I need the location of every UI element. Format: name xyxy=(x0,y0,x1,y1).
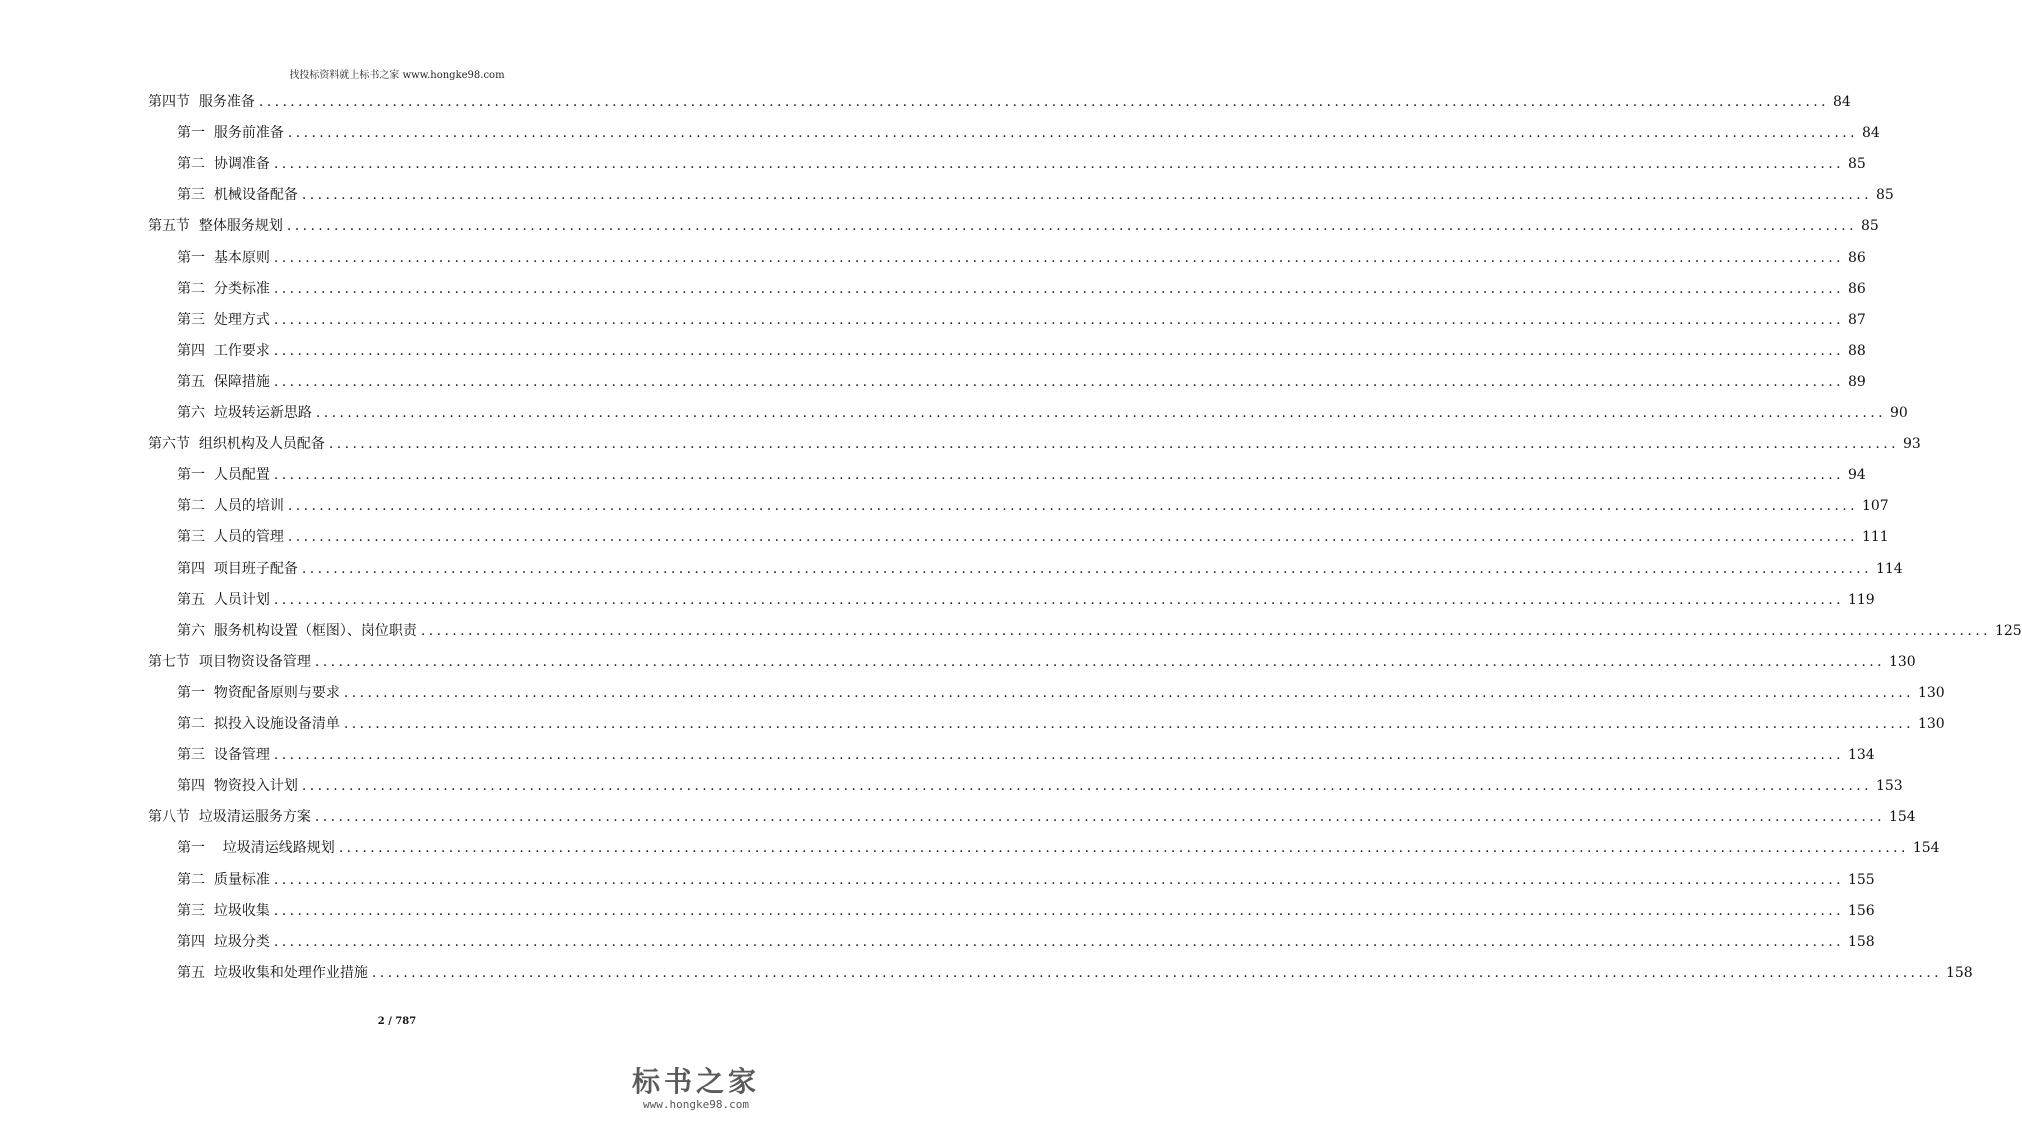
toc-dot-leader: ........................................................................................................................................................................................................ xyxy=(314,809,1885,826)
toc-subsection-entry[interactable] xyxy=(177,621,2022,641)
toc-subsection-entry[interactable] xyxy=(177,901,1875,921)
toc-entry-label: 第二 协调准备 xyxy=(177,156,270,173)
toc-entry-page-number: 90 xyxy=(1889,405,1908,421)
toc-entry-page-number: 156 xyxy=(1847,902,1875,919)
toc-entry-page-number: 158 xyxy=(1945,964,1973,981)
toc-dot-leader: ........................................................................................................................................................................................................ xyxy=(343,684,1914,701)
toc-dot-leader: ........................................................................................................................................................................................................ xyxy=(328,436,1899,453)
toc-dot-leader: ........................................................................................................................................................................................................ xyxy=(273,311,1844,328)
toc-dot-leader: ........................................................................................................................................................................................................ xyxy=(273,591,1844,608)
toc-subsection-entry[interactable] xyxy=(177,248,1866,268)
toc-dot-leader: ........................................................................................................................................................................................................ xyxy=(273,280,1844,297)
toc-dot-leader: ........................................................................................................................................................................................................ xyxy=(273,467,1844,484)
toc-dot-leader: ........................................................................................................................................................................................................ xyxy=(314,653,1885,670)
toc-subsection-entry[interactable] xyxy=(177,527,1889,547)
toc-subsection-entry[interactable] xyxy=(177,341,1866,361)
toc-subsection-entry[interactable] xyxy=(177,963,1973,983)
toc-subsection-entry[interactable] xyxy=(177,123,1880,143)
toc-entry-label: 第六 服务机构设置（框图）、岗位职责 xyxy=(177,622,417,639)
toc-entry-label: 第三 处理方式 xyxy=(177,311,270,328)
toc-subsection-entry[interactable] xyxy=(177,559,1903,579)
toc-subsection-entry[interactable] xyxy=(177,776,1903,796)
toc-subsection-entry[interactable] xyxy=(177,465,1866,485)
toc-entry-page-number: 86 xyxy=(1847,249,1866,266)
toc-entry-label: 第一 物资配备原则与要求 xyxy=(177,684,340,701)
toc-dot-leader: ........................................................................................................................................................................................................ xyxy=(343,716,1914,732)
toc-entry-label: 第五节 整体服务规划 xyxy=(148,218,283,235)
toc-subsection-entry[interactable] xyxy=(177,714,1945,734)
toc-subsection-entry[interactable] xyxy=(177,870,1875,890)
toc-entry-page-number: 85 xyxy=(1860,218,1879,235)
toc-entry-label: 第三 垃圾收集 xyxy=(177,902,270,919)
toc-subsection-entry[interactable] xyxy=(177,279,1866,299)
toc-entry-label: 第四节 服务准备 xyxy=(148,94,255,110)
toc-dot-leader: ........................................................................................................................................................................................................ xyxy=(273,747,1844,764)
page-header: 找投标资料就上标书之家 www.hongke98.com xyxy=(289,70,505,81)
toc-entry-label: 第一 基本原则 xyxy=(177,249,270,266)
toc-entry-page-number: 107 xyxy=(1861,498,1889,515)
toc-dot-leader: ........................................................................................................................................................................................................ xyxy=(301,560,1872,577)
toc-dot-leader: ........................................................................................................................................................................................................ xyxy=(273,871,1844,888)
toc-entry-page-number: 154 xyxy=(1888,809,1916,826)
toc-entry-label: 第三 机械设备配备 xyxy=(177,187,298,204)
toc-entry-page-number: 155 xyxy=(1847,871,1875,888)
toc-dot-leader: ........................................................................................................................................................................................................ xyxy=(286,218,1857,235)
toc-subsection-entry[interactable] xyxy=(177,496,1889,516)
toc-dot-leader: ........................................................................................................................................................................................................ xyxy=(273,902,1844,919)
watermark-title: 标书之家 xyxy=(631,1065,760,1098)
toc-entry-label: 第三 人员的管理 xyxy=(177,529,284,546)
toc-entry-page-number: 119 xyxy=(1847,591,1875,608)
toc-entry-label: 第二 拟投入设施设备清单 xyxy=(177,716,340,732)
toc-entry-label: 第一 人员配置 xyxy=(177,467,270,484)
toc-dot-leader: ........................................................................................................................................................................................................ xyxy=(301,778,1872,795)
toc-section-entry[interactable] xyxy=(148,92,1851,112)
toc-entry-label: 第四 工作要求 xyxy=(177,342,270,359)
toc-entry-page-number: 93 xyxy=(1902,436,1921,453)
toc-entry-label: 第三 设备管理 xyxy=(177,747,270,764)
toc-entry-page-number: 84 xyxy=(1832,94,1851,110)
toc-dot-leader: ........................................................................................................................................................................................................ xyxy=(258,94,1829,110)
toc-dot-leader: ........................................................................................................................................................................................................ xyxy=(273,249,1844,266)
toc-entry-page-number: 158 xyxy=(1847,933,1875,950)
toc-entry-page-number: 84 xyxy=(1861,125,1880,142)
toc-dot-leader: ........................................................................................................................................................................................................ xyxy=(273,373,1844,390)
toc-subsection-entry[interactable] xyxy=(177,838,1940,858)
toc-entry-label: 第一 垃圾清运线路规划 xyxy=(177,840,335,857)
toc-entry-label: 第五 垃圾收集和处理作业措施 xyxy=(177,964,368,981)
toc-subsection-entry[interactable] xyxy=(177,372,1866,392)
toc-entry-label: 第五 保障措施 xyxy=(177,373,270,390)
toc-entry-page-number: 85 xyxy=(1847,156,1866,173)
toc-entry-page-number: 114 xyxy=(1875,560,1903,577)
toc-entry-page-number: 134 xyxy=(1847,747,1875,764)
toc-subsection-entry[interactable] xyxy=(177,310,1866,330)
toc-section-entry[interactable] xyxy=(148,807,1916,827)
toc-dot-leader: ........................................................................................................................................................................................................ xyxy=(273,156,1844,173)
toc-entry-page-number: 130 xyxy=(1917,684,1945,701)
toc-dot-leader: ........................................................................................................................................................................................................ xyxy=(338,840,1909,857)
toc-dot-leader: ........................................................................................................................................................................................................ xyxy=(315,405,1886,421)
toc-entry-label: 第七节 项目物资设备管理 xyxy=(148,653,311,670)
toc-entry-label: 第二 质量标准 xyxy=(177,871,270,888)
toc-subsection-entry[interactable] xyxy=(177,590,1875,610)
toc-entry-label: 第八节 垃圾清运服务方案 xyxy=(148,809,311,826)
toc-entry-page-number: 130 xyxy=(1917,716,1945,732)
toc-section-entry[interactable] xyxy=(148,216,1879,236)
toc-entry-label: 第二 人员的培训 xyxy=(177,498,284,515)
toc-entry-label: 第六 垃圾转运新思路 xyxy=(177,405,312,421)
toc-dot-leader: ........................................................................................................................................................................................................ xyxy=(273,933,1844,950)
toc-entry-label: 第四 垃圾分类 xyxy=(177,933,270,950)
toc-section-entry[interactable] xyxy=(148,434,1921,454)
toc-entry-page-number: 89 xyxy=(1847,373,1866,390)
toc-dot-leader: ........................................................................................................................................................................................................ xyxy=(287,125,1858,142)
toc-dot-leader: ........................................................................................................................................................................................................ xyxy=(301,187,1872,204)
toc-subsection-entry[interactable] xyxy=(177,185,1894,205)
toc-entry-page-number: 125 xyxy=(1994,622,2022,639)
toc-entry-label: 第二 分类标准 xyxy=(177,280,270,297)
toc-entry-page-number: 87 xyxy=(1847,311,1866,328)
watermark-logo xyxy=(616,1066,776,1111)
toc-subsection-entry[interactable] xyxy=(177,403,1908,423)
toc-entry-page-number: 88 xyxy=(1847,342,1866,359)
toc-section-entry[interactable] xyxy=(148,652,1916,672)
toc-entry-page-number: 130 xyxy=(1888,653,1916,670)
toc-entry-page-number: 111 xyxy=(1861,529,1889,546)
toc-entry-label: 第四 项目班子配备 xyxy=(177,560,298,577)
toc-entry-page-number: 86 xyxy=(1847,280,1866,297)
toc-entry-label: 第六节 组织机构及人员配备 xyxy=(148,436,325,453)
toc-subsection-entry[interactable] xyxy=(177,683,1945,703)
toc-entry-page-number: 94 xyxy=(1847,467,1866,484)
watermark-url: www.hongke98.com xyxy=(643,1098,749,1111)
toc-dot-leader: ........................................................................................................................................................................................................ xyxy=(371,964,1942,981)
page-number-footer: 2 / 787 xyxy=(377,1016,417,1027)
toc-subsection-entry[interactable] xyxy=(177,154,1866,174)
toc-entry-page-number: 154 xyxy=(1912,840,1940,857)
toc-entry-label: 第五 人员计划 xyxy=(177,591,270,608)
toc-entry-label: 第四 物资投入计划 xyxy=(177,778,298,795)
toc-entry-page-number: 153 xyxy=(1875,778,1903,795)
toc-entry-page-number: 85 xyxy=(1875,187,1894,204)
toc-dot-leader: ........................................................................................................................................................................................................ xyxy=(287,529,1858,546)
toc-entry-label: 第一 服务前准备 xyxy=(177,125,284,142)
toc-dot-leader: ........................................................................................................................................................................................................ xyxy=(273,342,1844,359)
toc-dot-leader: ........................................................................................................................................................................................................ xyxy=(287,498,1858,515)
toc-dot-leader: ........................................................................................................................................................................................................ xyxy=(420,622,1991,639)
toc-subsection-entry[interactable] xyxy=(177,745,1875,765)
toc-subsection-entry[interactable] xyxy=(177,932,1875,952)
